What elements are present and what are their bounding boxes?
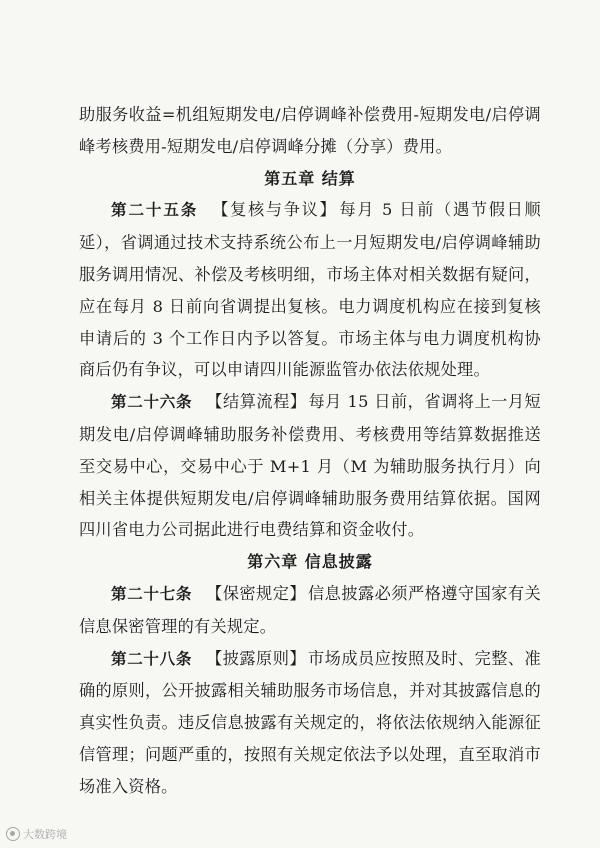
document-body — [79, 99, 541, 803]
article-number: 第二十六条 — [111, 393, 193, 412]
article-tag: 【披露原则】 — [206, 648, 307, 668]
article-text: 每月 5 日前（遇节假日顺延），省调通过技术支持系统公布上一月短期发电/启停调峰辅助服务调用情况、补偿及考核明细，市场主体对相关数据有疑问，应在每月 8 日前向省调提出复核。电力调度机构应在接到复核申请后的 3 个工作日内予以答复。市场主体与电力调度机构协商后仍有争议，可以申请四川能源监管办依法依规处理。 — [79, 200, 541, 380]
article-tag: 【保密规定】 — [206, 583, 307, 603]
chapter-heading-6: 第六章 信息披露 — [247, 552, 373, 572]
article-tag: 【结算流程】 — [206, 392, 307, 412]
chapter-heading-5: 第五章 结算 — [264, 168, 356, 188]
article-28 — [79, 643, 541, 803]
watermark — [6, 826, 67, 842]
article-number: 第二十八条 — [111, 649, 193, 668]
article-tag: 【复核与争议】 — [212, 200, 338, 220]
article-text: 每月 15 日前，省调将上一月短期发电/启停调峰辅助服务补偿费用、考核费用等结算数据推送至交易中心，交易中心于 M+1 月（M 为辅助服务执行月）向相关主体提供短期发电/启停调峰辅助服务费用结算依据。国网四川省电力公司据此进行电费结算和资金收付。 — [79, 392, 541, 540]
article-27 — [79, 578, 541, 643]
article-25 — [79, 194, 541, 386]
paragraph-continuation — [79, 99, 541, 163]
article-text: 市场成员应按照及时、完整、准确的原则，公开披露相关辅助服务市场信息，并对其披露信息的真实性负责。违反信息披露有关规定的，将依法依规纳入能源征信管理；问题严重的，按照有关规定依法予以处理，直至取消市场准入资格。 — [79, 648, 541, 796]
watermark-text: 大数跨境 — [23, 828, 67, 841]
article-number: 第二十五条 — [111, 201, 199, 220]
article-text: 信息披露必须严格遵守国家有关信息保密管理的有关规定。 — [79, 583, 541, 636]
brand-logo-icon — [6, 827, 20, 841]
article-number: 第二十七条 — [111, 584, 193, 603]
paragraph-text: 助服务收益=机组短期发电/启停调峰补偿费用-短期发电/启停调峰考核费用-短期发电/启停调峰分摊（分享）费用。 — [79, 105, 541, 156]
article-26 — [79, 386, 541, 546]
